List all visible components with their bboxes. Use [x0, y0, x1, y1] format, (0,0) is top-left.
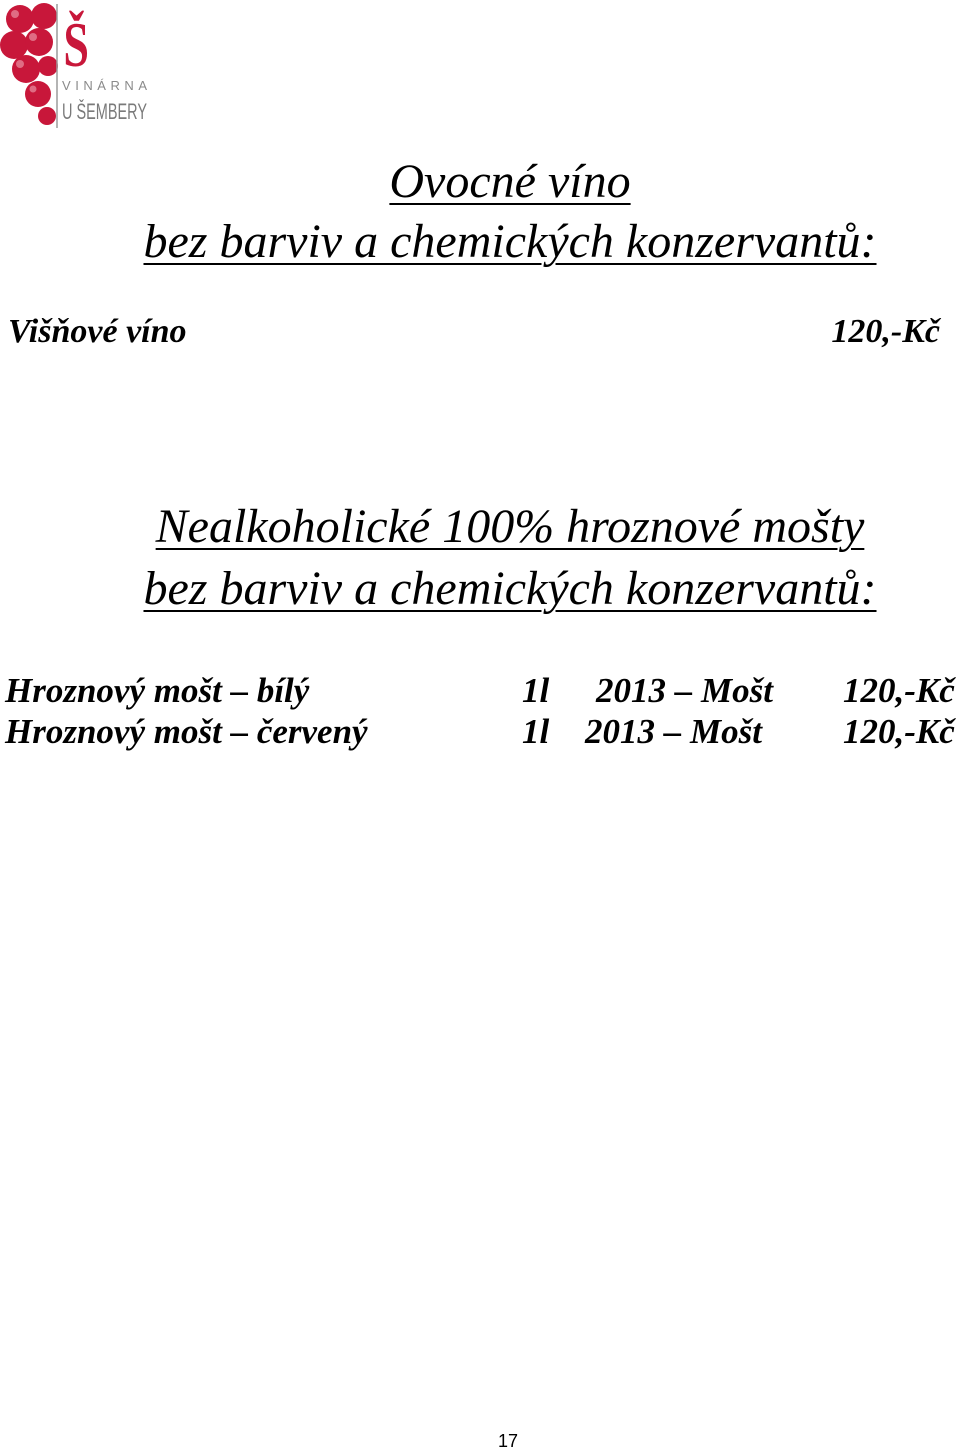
- section1-title: [60, 155, 960, 208]
- section1-subtitle-text: bez barviv a chemických konzervantů:: [143, 215, 877, 268]
- logo-line2: U ŠEMBERY: [62, 99, 148, 124]
- page-number: 17: [497, 1431, 519, 1451]
- item-price: 120,-Kč: [843, 671, 955, 710]
- item-vintage: 2013 – Mošt: [596, 671, 773, 710]
- section2-subtitle-text: bez barviv a chemických konzervantů:: [143, 562, 877, 615]
- section1-subtitle: [60, 215, 960, 268]
- section2-title-text: Nealkoholické 100% hroznové mošty: [155, 500, 865, 553]
- section1-title-text: Ovocné víno: [389, 155, 631, 208]
- logo-line1: VINÁRNA: [62, 78, 147, 93]
- item-volume: 1l: [522, 712, 550, 751]
- item-name: Hroznový mošt – bílý: [5, 671, 310, 710]
- logo-mark: Š: [63, 9, 89, 81]
- section2-subtitle: [60, 562, 960, 615]
- grape-cluster-icon: [0, 3, 58, 125]
- item-name: Višňové víno: [8, 313, 187, 350]
- item-price: 120,-Kč: [843, 712, 955, 751]
- item-price: 120,-Kč: [831, 313, 940, 350]
- item-volume: 1l: [522, 671, 550, 710]
- vinarna-logo: [0, 0, 152, 132]
- item-name: Hroznový mošt – červený: [5, 712, 368, 751]
- item-vintage: 2013 – Mošt: [585, 712, 762, 751]
- section2-title: [60, 500, 960, 553]
